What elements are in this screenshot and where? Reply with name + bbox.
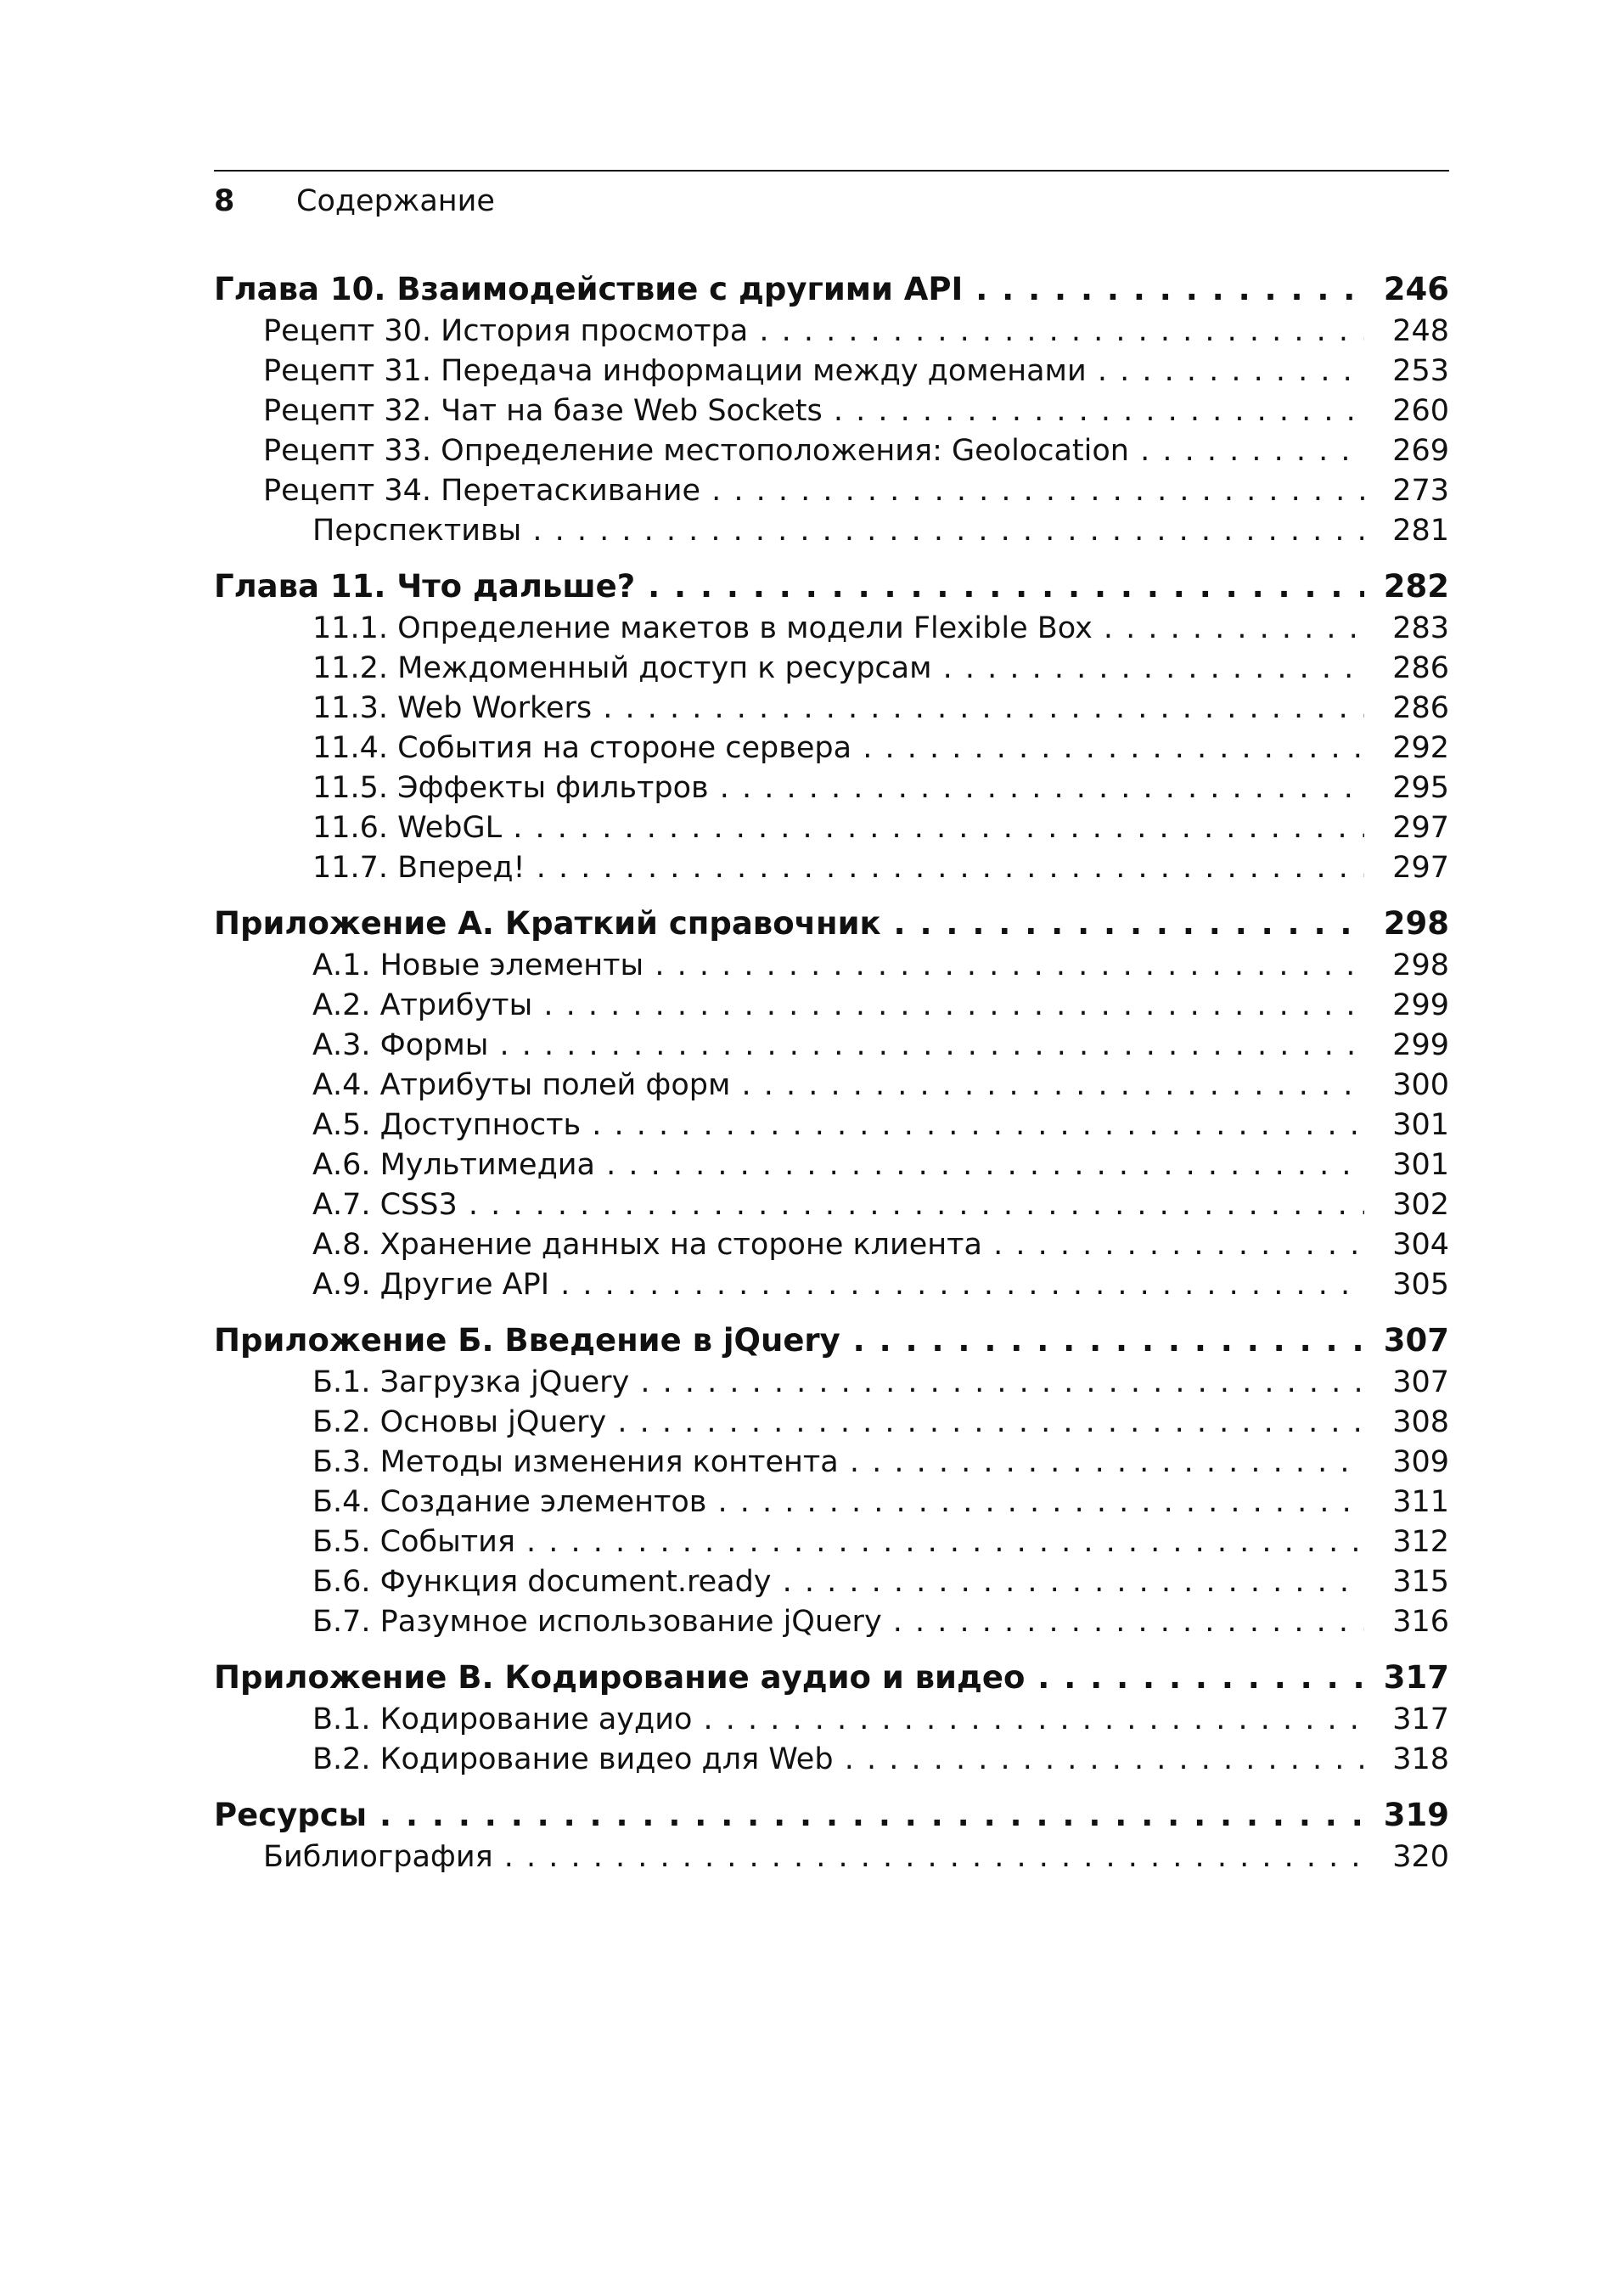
toc-entry [214, 1602, 1449, 1642]
toc-chapter [214, 1793, 1449, 1837]
header-rule [214, 170, 1449, 172]
toc-entry [214, 729, 1449, 768]
toc-entry-page: 315 [1373, 1562, 1449, 1602]
toc-entry-title: Рецепт 32. Чат на базе Web Sockets . . . [263, 391, 1364, 431]
toc-entry-title: Перспективы . . . [312, 511, 1364, 551]
toc-entry-page: 311 [1373, 1483, 1449, 1522]
toc-entry-title: Б.6. Функция document.ready . . . [312, 1562, 1364, 1602]
toc-entry-title: Приложение Б. Введение в jQuery . . . [214, 1319, 1364, 1363]
toc-entry-title: Рецепт 30. История просмотра . . . [263, 312, 1364, 352]
toc-chapter [214, 267, 1449, 312]
toc-entry-title: В.1. Кодирование аудио . . . [312, 1700, 1364, 1740]
toc-entry-title: Б.3. Методы изменения контента . . . [312, 1443, 1364, 1483]
toc-entry-title: А.5. Доступность . . . [312, 1106, 1364, 1145]
toc-entry-page: 312 [1373, 1522, 1449, 1562]
toc-entry-page: 292 [1373, 729, 1449, 768]
toc-entry [214, 1403, 1449, 1443]
toc-entry-page: 269 [1373, 431, 1449, 471]
toc-entry-page: 298 [1373, 946, 1449, 986]
toc-entry-title: Б.1. Загрузка jQuery . . . [312, 1363, 1364, 1403]
toc-entry [214, 431, 1449, 471]
toc-entry [214, 1740, 1449, 1780]
toc-entry-title: Приложение А. Краткий справочник . . . [214, 902, 1364, 946]
toc-entry-title: Библиография . . . [263, 1837, 1364, 1877]
toc-entry-page: 282 [1373, 565, 1449, 609]
toc-entry [214, 1225, 1449, 1265]
toc-entry-page: 246 [1373, 267, 1449, 312]
toc-entry [214, 1837, 1449, 1877]
toc-entry [214, 609, 1449, 649]
toc-entry-page: 318 [1373, 1740, 1449, 1780]
toc-entry-page: 273 [1373, 471, 1449, 511]
toc-entry-page: 309 [1373, 1443, 1449, 1483]
toc-entry-title: 11.4. События на стороне сервера . . . [312, 729, 1364, 768]
toc-entry-page: 260 [1373, 391, 1449, 431]
toc-entry-page: 307 [1373, 1319, 1449, 1363]
toc-entry-page: 299 [1373, 986, 1449, 1026]
toc-entry [214, 1443, 1449, 1483]
toc-entry-title: Глава 10. Взаимодействие с другими API . . . [214, 267, 1364, 312]
toc-entry [214, 352, 1449, 391]
toc-entry [214, 1145, 1449, 1185]
toc-entry-page: 283 [1373, 609, 1449, 649]
running-header [214, 180, 1449, 222]
toc-entry-title: В.2. Кодирование видео для Web . . . [312, 1740, 1364, 1780]
toc-entry-page: 295 [1373, 768, 1449, 808]
toc-entry [214, 808, 1449, 848]
toc-entry-page: 297 [1373, 848, 1449, 888]
toc-entry [214, 1106, 1449, 1145]
toc-entry-page: 300 [1373, 1066, 1449, 1106]
toc-entry-page: 297 [1373, 808, 1449, 848]
toc-entry-page: 253 [1373, 352, 1449, 391]
toc-entry-page: 301 [1373, 1106, 1449, 1145]
toc-entry-title: А.1. Новые элементы . . . [312, 946, 1364, 986]
toc-entry [214, 1066, 1449, 1106]
toc-entry-title: А.4. Атрибуты полей форм . . . [312, 1066, 1364, 1106]
toc-entry [214, 471, 1449, 511]
toc-entry-title: 11.3. Web Workers . . . [312, 689, 1364, 729]
toc-entry [214, 946, 1449, 986]
toc-entry-page: 316 [1373, 1602, 1449, 1642]
toc-entry-title: 11.5. Эффекты фильтров . . . [312, 768, 1364, 808]
toc-entry [214, 312, 1449, 352]
toc-entry-title: 11.1. Определение макетов в модели Flexible Box . . . [312, 609, 1364, 649]
toc-entry-title: А.7. CSS3 . . . [312, 1185, 1364, 1225]
toc-entry-title: А.3. Формы . . . [312, 1026, 1364, 1066]
toc-entry-page: 248 [1373, 312, 1449, 352]
toc-entry-title: 11.7. Вперед! . . . [312, 848, 1364, 888]
toc-entry-page: 319 [1373, 1793, 1449, 1837]
toc-entry [214, 986, 1449, 1026]
toc-entry [214, 1185, 1449, 1225]
toc-entry [214, 1700, 1449, 1740]
toc-entry-page: 317 [1373, 1700, 1449, 1740]
toc-entry-title: Рецепт 31. Передача информации между доменами . . . [263, 352, 1364, 391]
toc-entry-title: 11.6. WebGL . . . [312, 808, 1364, 848]
toc-entry-title: А.8. Хранение данных на стороне клиента . . . [312, 1225, 1364, 1265]
toc-entry-page: 304 [1373, 1225, 1449, 1265]
toc-entry [214, 1363, 1449, 1403]
toc-entry [214, 848, 1449, 888]
toc-entry [214, 1483, 1449, 1522]
toc-entry [214, 511, 1449, 551]
toc-entry-title: Б.5. События . . . [312, 1522, 1364, 1562]
toc-chapter [214, 902, 1449, 946]
toc-chapter [214, 1656, 1449, 1700]
toc-entry-page: 281 [1373, 511, 1449, 551]
toc-entry [214, 391, 1449, 431]
toc-entry-title: Глава 11. Что дальше? . . . [214, 565, 1364, 609]
toc-entry [214, 1265, 1449, 1305]
toc-chapter [214, 565, 1449, 609]
toc-entry [214, 649, 1449, 689]
toc-entry-title: А.9. Другие API . . . [312, 1265, 1364, 1305]
toc-entry [214, 768, 1449, 808]
toc-entry-page: 286 [1373, 689, 1449, 729]
toc-entry-page: 305 [1373, 1265, 1449, 1305]
toc-entry [214, 1522, 1449, 1562]
toc-entry-title: Б.2. Основы jQuery . . . [312, 1403, 1364, 1443]
toc-entry [214, 1562, 1449, 1602]
toc-entry-page: 302 [1373, 1185, 1449, 1225]
toc-entry-page: 301 [1373, 1145, 1449, 1185]
toc-entry-title: 11.2. Междоменный доступ к ресурсам . . . [312, 649, 1364, 689]
toc-entry-title: Б.4. Создание элементов . . . [312, 1483, 1364, 1522]
toc-entry-page: 307 [1373, 1363, 1449, 1403]
toc-entry-page: 308 [1373, 1403, 1449, 1443]
toc-entry-title: Б.7. Разумное использование jQuery . . . [312, 1602, 1364, 1642]
toc-entry [214, 689, 1449, 729]
toc-entry-page: 298 [1373, 902, 1449, 946]
running-title: Содержание [296, 184, 495, 218]
toc-entry-page: 286 [1373, 649, 1449, 689]
toc-chapter [214, 1319, 1449, 1363]
toc-entry-title: Рецепт 34. Перетаскивание . . . [263, 471, 1364, 511]
toc-entry-page: 317 [1373, 1656, 1449, 1700]
toc-entry-page: 320 [1373, 1837, 1449, 1877]
page-number: 8 [214, 184, 235, 218]
toc-entry-title: Ресурсы . . . [214, 1793, 1364, 1837]
toc-entry-title: А.2. Атрибуты . . . [312, 986, 1364, 1026]
toc-entry-title: Рецепт 33. Определение местоположения: Geolocation . . . [263, 431, 1364, 471]
toc-entry-title: Приложение В. Кодирование аудио и видео . . . [214, 1656, 1364, 1700]
toc-entry [214, 1026, 1449, 1066]
toc-entry-page: 299 [1373, 1026, 1449, 1066]
toc-entry-title: А.6. Мультимедиа . . . [312, 1145, 1364, 1185]
table-of-contents [214, 267, 1449, 1877]
